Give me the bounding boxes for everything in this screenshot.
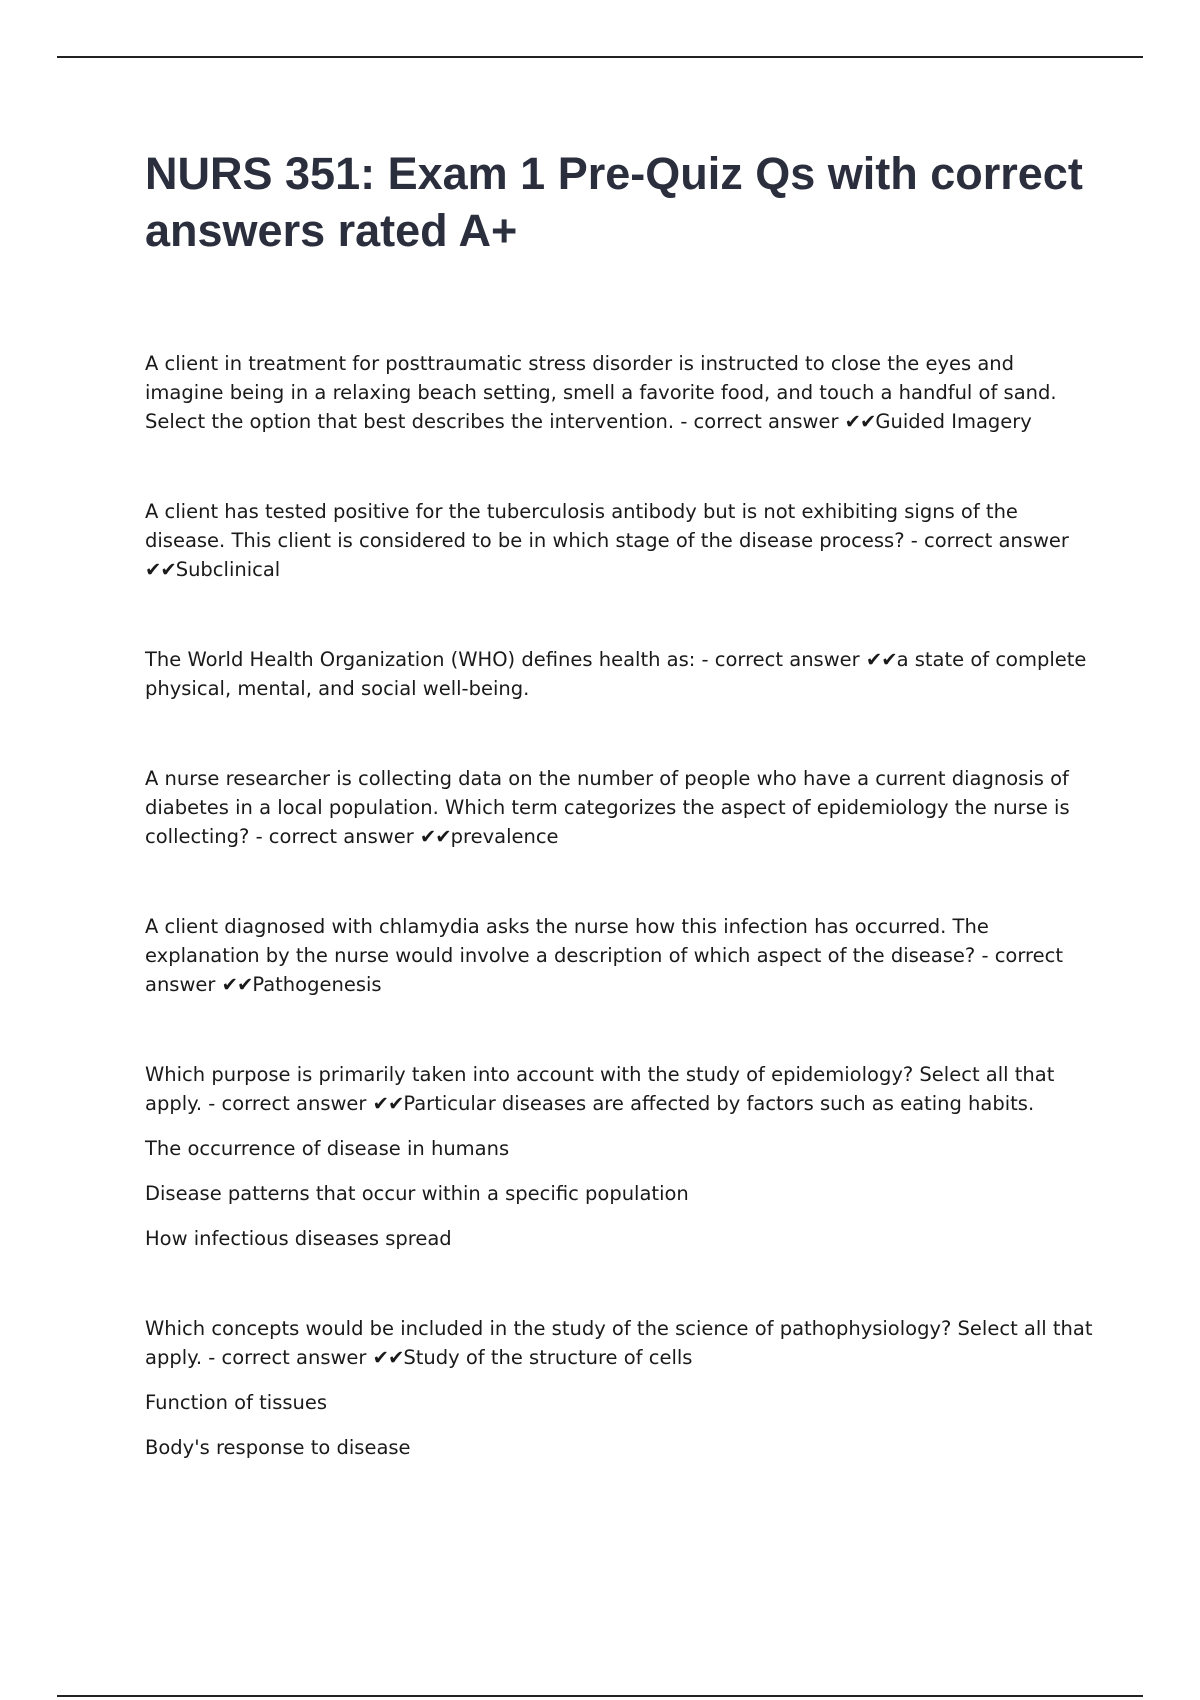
question-text: The World Health Organization (WHO) defines health as: xyxy=(145,648,696,671)
qa-item xyxy=(145,1060,1095,1253)
answer-option: Disease patterns that occur within a specific population xyxy=(145,1182,689,1205)
answer-prefix: - correct answer xyxy=(910,529,1069,552)
answer-text: Guided Imagery xyxy=(875,410,1032,433)
question-text: Which purpose is primarily taken into account with the study of epidemiology? Select all that apply. xyxy=(145,1063,1055,1115)
answer-prefix: - correct answer xyxy=(208,1346,367,1369)
check-mark-icon: ✔✔ xyxy=(221,973,253,996)
qa-item xyxy=(145,645,1095,703)
qa-question-line xyxy=(145,1314,1095,1372)
top-rule xyxy=(57,56,1143,58)
document-body xyxy=(145,145,1095,1523)
answer-text: Particular diseases are affected by factors such as eating habits. xyxy=(403,1092,1035,1115)
answer-option: Body's response to disease xyxy=(145,1436,411,1459)
check-mark-icon: ✔✔ xyxy=(372,1346,404,1369)
qa-item xyxy=(145,1314,1095,1462)
answer-prefix: - correct answer xyxy=(680,410,839,433)
answer-text: Subclinical xyxy=(175,558,281,581)
answer-prefix: - correct answer xyxy=(255,825,414,848)
check-mark-icon: ✔✔ xyxy=(865,648,897,671)
question-text: A client in treatment for posttraumatic stress disorder is instructed to close the eyes and imagine being in a relaxing beach setting, smell a favorite food, and touch a handful of sand. Select the option that best describes the intervention. xyxy=(145,352,1057,433)
check-mark-icon: ✔✔ xyxy=(844,410,876,433)
check-mark-icon: ✔✔ xyxy=(372,1092,404,1115)
qa-question-line xyxy=(145,1060,1095,1118)
check-mark-icon: ✔✔ xyxy=(419,825,451,848)
qa-question-line xyxy=(145,645,1095,703)
qa-item xyxy=(145,497,1095,584)
qa-item xyxy=(145,764,1095,851)
answer-prefix: - correct answer xyxy=(145,944,1063,996)
answer-option: How infectious diseases spread xyxy=(145,1227,452,1250)
question-text: A client diagnosed with chlamydia asks the nurse how this infection has occurred. The explanation by the nurse would involve a description of which aspect of the disease? xyxy=(145,915,989,967)
answer-text: Pathogenesis xyxy=(252,973,382,996)
qa-question-line xyxy=(145,912,1095,999)
answer-prefix: - correct answer xyxy=(701,648,860,671)
answer-prefix: - correct answer xyxy=(208,1092,367,1115)
answer-option: Function of tissues xyxy=(145,1391,328,1414)
answer-option: The occurrence of disease in humans xyxy=(145,1137,510,1160)
qa-question-line xyxy=(145,349,1095,436)
question-text: A nurse researcher is collecting data on the number of people who have a current diagnosis of diabetes in a local population. Which term categorizes the aspect of epidemiology the nurse is collecting? xyxy=(145,767,1070,848)
qa-item xyxy=(145,912,1095,999)
qa-question-line xyxy=(145,764,1095,851)
answer-text: prevalence xyxy=(450,825,559,848)
bottom-rule xyxy=(57,1695,1143,1697)
question-text: A client has tested positive for the tuberculosis antibody but is not exhibiting signs of the disease. This client is considered to be in which stage of the disease process? xyxy=(145,500,1018,552)
qa-list xyxy=(145,349,1095,1462)
question-text: Which concepts would be included in the study of the science of pathophysiology? Select all that apply. xyxy=(145,1317,1093,1369)
document-title: NURS 351: Exam 1 Pre-Quiz Qs with correct answers rated A+ xyxy=(145,148,1083,256)
check-mark-icon: ✔✔ xyxy=(145,558,176,581)
qa-item xyxy=(145,349,1095,436)
answer-text: Study of the structure of cells xyxy=(403,1346,693,1369)
answer-text: a state of complete physical, mental, and social well-being. xyxy=(145,648,1087,700)
qa-question-line xyxy=(145,497,1095,584)
